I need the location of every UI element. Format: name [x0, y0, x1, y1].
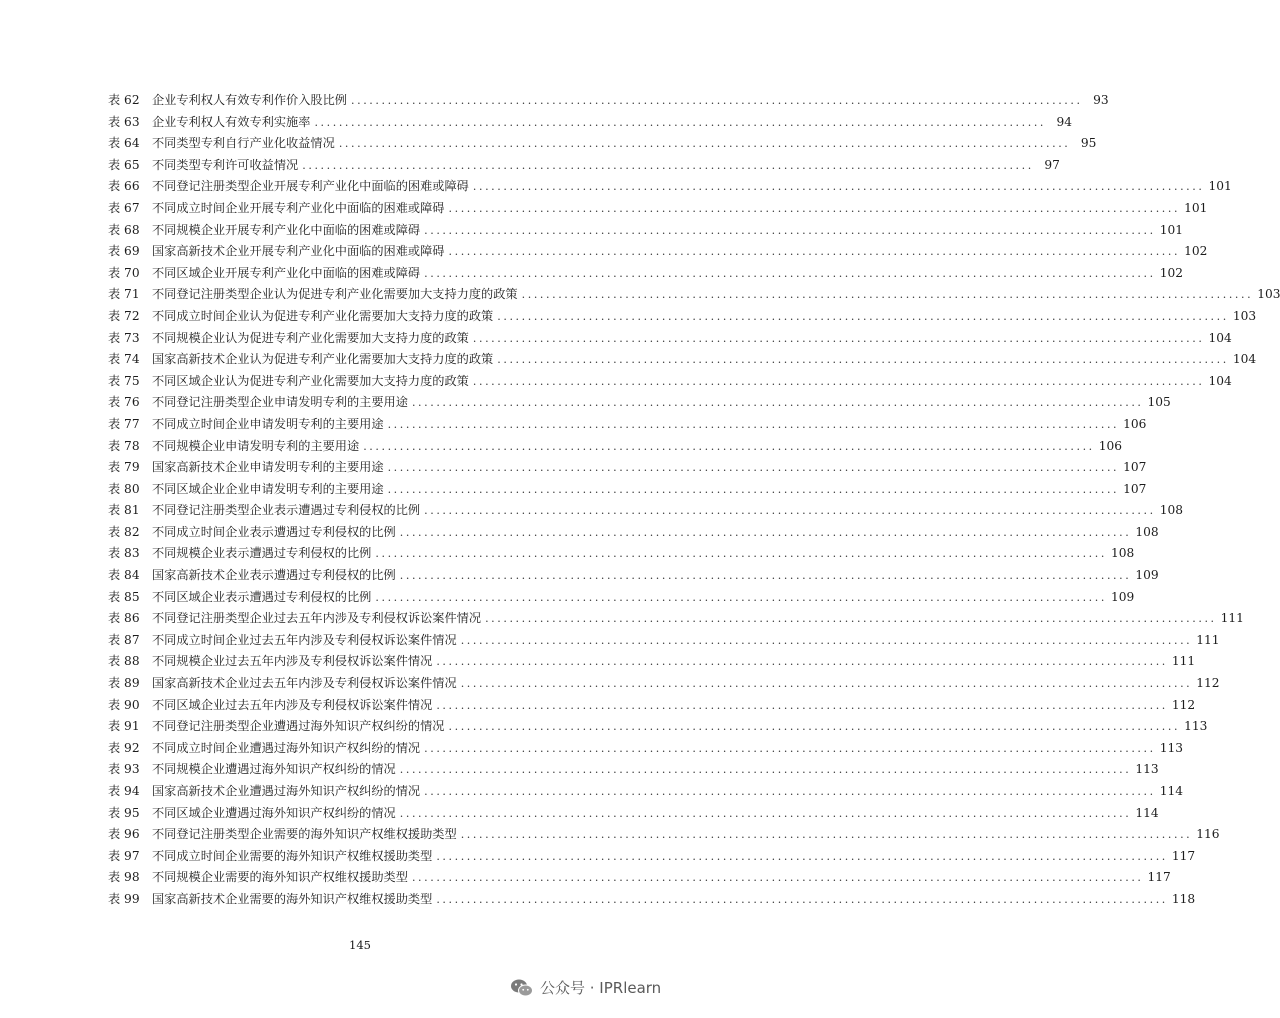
toc-entry[interactable]	[108, 500, 1183, 522]
dot-leader: ........................................................................................................................	[521, 288, 1254, 302]
toc-entry-page: 114	[1135, 805, 1159, 820]
toc-entry-title: 不同登记注册类型企业认为促进专利产业化需要加大支持力度的政策	[152, 287, 518, 302]
toc-entry-title: 不同登记注册类型企业需要的海外知识产权维权援助类型	[152, 827, 457, 842]
toc-entry-page: 103	[1232, 308, 1257, 323]
dot-leader: ........................................................................................................................	[436, 892, 1168, 906]
toc-entry-title: 不同规模企业开展专利产业化中面临的困难或障碍	[152, 222, 421, 237]
dot-leader: ........................................................................................................................	[387, 417, 1120, 431]
toc-entry-page: 101	[1159, 222, 1183, 237]
toc-entry-title: 不同成立时间企业过去五年内涉及专利侵权诉讼案件情况	[152, 632, 457, 647]
toc-entry-page: 113	[1135, 762, 1159, 777]
toc-entry-page: 102	[1184, 244, 1208, 259]
toc-entry-label: 表 73	[108, 330, 140, 345]
toc-entry-page: 109	[1110, 589, 1135, 604]
toc-entry-title: 不同成立时间企业开展专利产业化中面临的困难或障碍	[152, 200, 445, 215]
toc-entry-label: 表 94	[108, 784, 140, 798]
toc-entry-page: 108	[1135, 524, 1159, 539]
toc-entry-page: 94	[1056, 114, 1073, 129]
dot-leader: ........................................................................................................................	[424, 741, 1156, 755]
toc-entry-page: 104	[1208, 373, 1232, 388]
toc-entry-label: 表 93	[108, 762, 140, 777]
dot-leader: ........................................................................................................................	[448, 245, 1181, 259]
dot-leader: ........................................................................................................................	[472, 331, 1205, 345]
toc-entry-label: 表 86	[108, 611, 140, 626]
table-of-contents	[108, 90, 1280, 911]
toc-entry-page: 101	[1184, 200, 1208, 215]
dot-leader: ........................................................................................................................	[448, 720, 1181, 734]
toc-entry[interactable]	[108, 889, 1196, 911]
toc-entry[interactable]	[108, 543, 1135, 565]
toc-entry-page: 113	[1159, 740, 1183, 755]
toc-entry-title: 国家高新技术企业申请发明专利的主要用途	[152, 460, 384, 475]
toc-entry-label: 表 96	[108, 827, 140, 842]
toc-entry[interactable]	[108, 436, 1123, 458]
toc-entry-page: 111	[1196, 632, 1220, 647]
dot-leader: ........................................................................................................................	[399, 525, 1132, 539]
toc-entry[interactable]	[108, 112, 1073, 134]
toc-entry-label: 表 77	[108, 416, 140, 431]
toc-entry-title: 不同规模企业申请发明专利的主要用途	[152, 438, 360, 453]
toc-entry-title: 不同成立时间企业需要的海外知识产权维权援助类型	[152, 848, 433, 863]
toc-entry[interactable]	[108, 608, 1244, 630]
toc-entry-title: 不同成立时间企业认为促进专利产业化需要加大支持力度的政策	[152, 308, 494, 323]
toc-entry-title: 不同成立时间企业申请发明专利的主要用途	[152, 416, 384, 431]
toc-entry-title: 不同登记注册类型企业遭遇过海外知识产权纠纷的情况	[152, 719, 445, 734]
toc-entry-label: 表 70	[108, 265, 140, 280]
dot-leader: ........................................................................................................................	[460, 633, 1193, 647]
toc-entry-title: 不同区域企业遭遇过海外知识产权纠纷的情况	[152, 805, 396, 820]
toc-entry-title: 不同规模企业需要的海外知识产权维权援助类型	[152, 870, 408, 885]
toc-entry-title: 不同类型专利自行产业化收益情况	[152, 136, 335, 151]
toc-entry-page: 93	[1093, 93, 1109, 107]
toc-entry-title: 不同登记注册类型企业开展专利产业化中面临的困难或障碍	[152, 179, 469, 194]
dot-leader: ........................................................................................................................	[424, 223, 1156, 237]
toc-entry[interactable]	[108, 803, 1159, 825]
toc-entry-label: 表 68	[108, 222, 140, 237]
dot-leader: ........................................................................................................................	[485, 612, 1217, 626]
toc-entry-title: 企业专利权人有效专利实施率	[152, 114, 311, 129]
toc-entry[interactable]	[108, 673, 1220, 695]
toc-entry-title: 国家高新技术企业开展专利产业化中面临的困难或障碍	[152, 244, 445, 259]
dot-leader: ........................................................................................................................	[497, 353, 1229, 367]
toc-entry-page: 116	[1196, 827, 1220, 842]
dot-leader: ........................................................................................................................	[460, 677, 1193, 691]
toc-entry-label: 表 98	[108, 870, 140, 885]
toc-entry-page: 108	[1159, 503, 1183, 518]
toc-entry-label: 表 81	[108, 503, 140, 518]
dot-leader: ........................................................................................................................	[424, 266, 1156, 280]
toc-entry-label: 表 75	[108, 373, 140, 388]
toc-entry[interactable]	[108, 263, 1183, 285]
toc-entry-title: 国家高新技术企业需要的海外知识产权维权援助类型	[152, 891, 433, 906]
toc-entry[interactable]	[108, 90, 1109, 112]
wechat-icon	[510, 978, 534, 998]
toc-entry-title: 国家高新技术企业表示遭遇过专利侵权的比例	[152, 568, 396, 583]
toc-entry[interactable]	[108, 392, 1171, 414]
dot-leader: ........................................................................................................................	[399, 763, 1132, 777]
dot-leader: ........................................................................................................................	[375, 590, 1107, 604]
toc-entry[interactable]	[108, 587, 1135, 609]
toc-entry-page: 117	[1171, 848, 1196, 863]
toc-entry-title: 国家高新技术企业过去五年内涉及专利侵权诉讼案件情况	[152, 676, 457, 691]
dot-leader: ........................................................................................................................	[411, 396, 1144, 410]
toc-entry-page: 105	[1147, 395, 1171, 410]
toc-entry-title: 不同规模企业遭遇过海外知识产权纠纷的情况	[152, 762, 396, 777]
toc-entry-label: 表 71	[108, 287, 140, 302]
toc-entry-title: 不同规模企业过去五年内涉及专利侵权诉讼案件情况	[152, 654, 433, 669]
toc-entry-title: 不同登记注册类型企业过去五年内涉及专利侵权诉讼案件情况	[152, 611, 482, 626]
toc-entry[interactable]	[108, 133, 1097, 155]
toc-entry-title: 不同成立时间企业遭遇过海外知识产权纠纷的情况	[152, 740, 421, 755]
toc-entry-label: 表 88	[108, 654, 140, 669]
toc-entry-title: 国家高新技术企业认为促进专利产业化需要加大支持力度的政策	[152, 352, 494, 367]
toc-entry-title: 不同区域企业开展专利产业化中面临的困难或障碍	[152, 265, 421, 280]
toc-entry-label: 表 78	[108, 438, 140, 453]
toc-entry[interactable]	[108, 306, 1257, 328]
toc-entry[interactable]	[108, 824, 1220, 846]
toc-entry[interactable]	[108, 695, 1196, 717]
toc-entry-title: 国家高新技术企业遭遇过海外知识产权纠纷的情况	[152, 784, 421, 798]
toc-entry-page: 117	[1147, 870, 1171, 885]
toc-entry[interactable]	[108, 781, 1183, 803]
toc-entry[interactable]	[108, 220, 1183, 242]
toc-entry-label: 表 64	[108, 136, 140, 151]
toc-entry-title: 不同登记注册类型企业申请发明专利的主要用途	[152, 395, 408, 410]
toc-entry-page: 106	[1123, 416, 1147, 431]
dot-leader: ........................................................................................................................	[363, 439, 1095, 453]
toc-entry-page: 104	[1232, 352, 1257, 367]
toc-entry[interactable]	[108, 738, 1183, 760]
toc-entry-label: 表 72	[108, 308, 140, 323]
toc-entry[interactable]	[108, 457, 1147, 479]
toc-entry-page: 95	[1080, 136, 1097, 151]
toc-entry-label: 表 99	[108, 891, 140, 906]
dot-leader: ........................................................................................................................	[497, 309, 1229, 323]
toc-entry-title: 不同登记注册类型企业表示遭遇过专利侵权的比例	[152, 503, 421, 518]
watermark-text: 公众号 · IPRlearn	[540, 979, 662, 997]
toc-entry-label: 表 74	[108, 352, 140, 367]
toc-entry-label: 表 69	[108, 244, 140, 259]
toc-entry-page: 114	[1159, 784, 1183, 798]
toc-entry-label: 表 87	[108, 632, 140, 647]
toc-entry-title: 企业专利权人有效专利作价入股比例	[152, 93, 347, 107]
toc-entry-page: 103	[1257, 287, 1280, 302]
dot-leader: ........................................................................................................................	[399, 806, 1132, 820]
toc-entry-page: 101	[1208, 179, 1232, 194]
toc-entry[interactable]	[108, 630, 1220, 652]
toc-entry-page: 104	[1208, 330, 1232, 345]
toc-entry-title: 不同区域企业过去五年内涉及专利侵权诉讼案件情况	[152, 697, 433, 712]
toc-entry-label: 表 65	[108, 157, 140, 172]
toc-entry-page: 102	[1159, 265, 1183, 280]
toc-entry[interactable]	[108, 198, 1208, 220]
dot-leader: ........................................................................................................................	[424, 504, 1156, 518]
dot-leader: ........................................................................................................................	[351, 94, 1083, 107]
dot-leader: ........................................................................................................................	[448, 201, 1181, 215]
toc-entry-page: 112	[1196, 676, 1220, 691]
toc-entry[interactable]	[108, 565, 1159, 587]
toc-entry-title: 不同区域企业企业申请发明专利的主要用途	[152, 481, 384, 496]
dot-leader: ........................................................................................................................	[302, 158, 1034, 172]
toc-entry-label: 表 79	[108, 460, 140, 475]
toc-entry[interactable]	[108, 241, 1208, 263]
toc-entry[interactable]	[108, 176, 1232, 198]
toc-entry[interactable]	[108, 155, 1060, 177]
toc-entry-label: 表 84	[108, 568, 140, 583]
toc-entry[interactable]	[108, 522, 1159, 544]
toc-entry-page: 118	[1171, 891, 1196, 906]
toc-entry-label: 表 95	[108, 805, 140, 820]
dot-leader: ........................................................................................................................	[424, 785, 1156, 798]
toc-entry-page: 97	[1044, 157, 1060, 172]
toc-entry[interactable]	[108, 328, 1232, 350]
toc-entry-title: 不同类型专利许可收益情况	[152, 157, 299, 172]
toc-entry-label: 表 90	[108, 697, 140, 712]
toc-entry-page: 107	[1123, 481, 1147, 496]
dot-leader: ........................................................................................................................	[460, 828, 1193, 842]
toc-entry-label: 表 91	[108, 719, 140, 734]
toc-entry[interactable]	[108, 479, 1147, 501]
toc-entry[interactable]	[108, 284, 1280, 306]
toc-entry-label: 表 82	[108, 524, 140, 539]
toc-entry-label: 表 63	[108, 114, 140, 129]
dot-leader: ........................................................................................................................	[472, 374, 1205, 388]
toc-entry-title: 不同成立时间企业表示遭遇过专利侵权的比例	[152, 524, 396, 539]
toc-entry-title: 不同区域企业认为促进专利产业化需要加大支持力度的政策	[152, 373, 469, 388]
toc-entry[interactable]	[108, 716, 1208, 738]
toc-entry[interactable]	[108, 414, 1147, 436]
toc-entry-label: 表 97	[108, 848, 140, 863]
toc-entry-label: 表 92	[108, 740, 140, 755]
toc-entry-label: 表 67	[108, 200, 140, 215]
toc-entry-label: 表 89	[108, 676, 140, 691]
toc-entry-page: 111	[1220, 611, 1244, 626]
toc-entry-page: 111	[1171, 654, 1196, 669]
dot-leader: ........................................................................................................................	[436, 698, 1168, 712]
toc-entry[interactable]	[108, 349, 1257, 371]
dot-leader: ........................................................................................................................	[436, 849, 1168, 863]
toc-entry-label: 表 76	[108, 395, 140, 410]
toc-entry-page: 113	[1184, 719, 1208, 734]
toc-entry-title: 不同规模企业认为促进专利产业化需要加大支持力度的政策	[152, 330, 469, 345]
toc-entry[interactable]	[108, 371, 1232, 393]
dot-leader: ........................................................................................................................	[472, 180, 1205, 194]
toc-entry-page: 108	[1110, 546, 1135, 561]
page-number: 145	[349, 938, 371, 952]
toc-entry-label: 表 83	[108, 546, 140, 561]
watermark	[510, 977, 661, 998]
toc-entry[interactable]	[108, 846, 1196, 868]
toc-entry-page: 112	[1171, 697, 1196, 712]
toc-entry-page: 107	[1123, 460, 1147, 475]
toc-entry[interactable]	[108, 867, 1171, 889]
toc-entry-title: 不同区域企业表示遭遇过专利侵权的比例	[152, 589, 372, 604]
toc-entry-page: 109	[1135, 568, 1159, 583]
toc-entry-label: 表 66	[108, 179, 140, 194]
dot-leader: ........................................................................................................................	[387, 482, 1120, 496]
dot-leader: ........................................................................................................................	[411, 871, 1144, 885]
toc-entry-label: 表 80	[108, 481, 140, 496]
dot-leader: ........................................................................................................................	[375, 547, 1107, 561]
toc-entry[interactable]	[108, 759, 1159, 781]
toc-entry-page: 106	[1098, 438, 1123, 453]
dot-leader: ........................................................................................................................	[399, 569, 1132, 583]
dot-leader: ........................................................................................................................	[338, 137, 1071, 151]
dot-leader: ........................................................................................................................	[436, 655, 1168, 669]
toc-entry-title: 不同规模企业表示遭遇过专利侵权的比例	[152, 546, 372, 561]
toc-entry-label: 表 85	[108, 589, 140, 604]
toc-entry[interactable]	[108, 651, 1196, 673]
toc-entry-label: 表 62	[108, 93, 140, 107]
dot-leader: ........................................................................................................................	[314, 115, 1047, 129]
dot-leader: ........................................................................................................................	[387, 461, 1120, 475]
